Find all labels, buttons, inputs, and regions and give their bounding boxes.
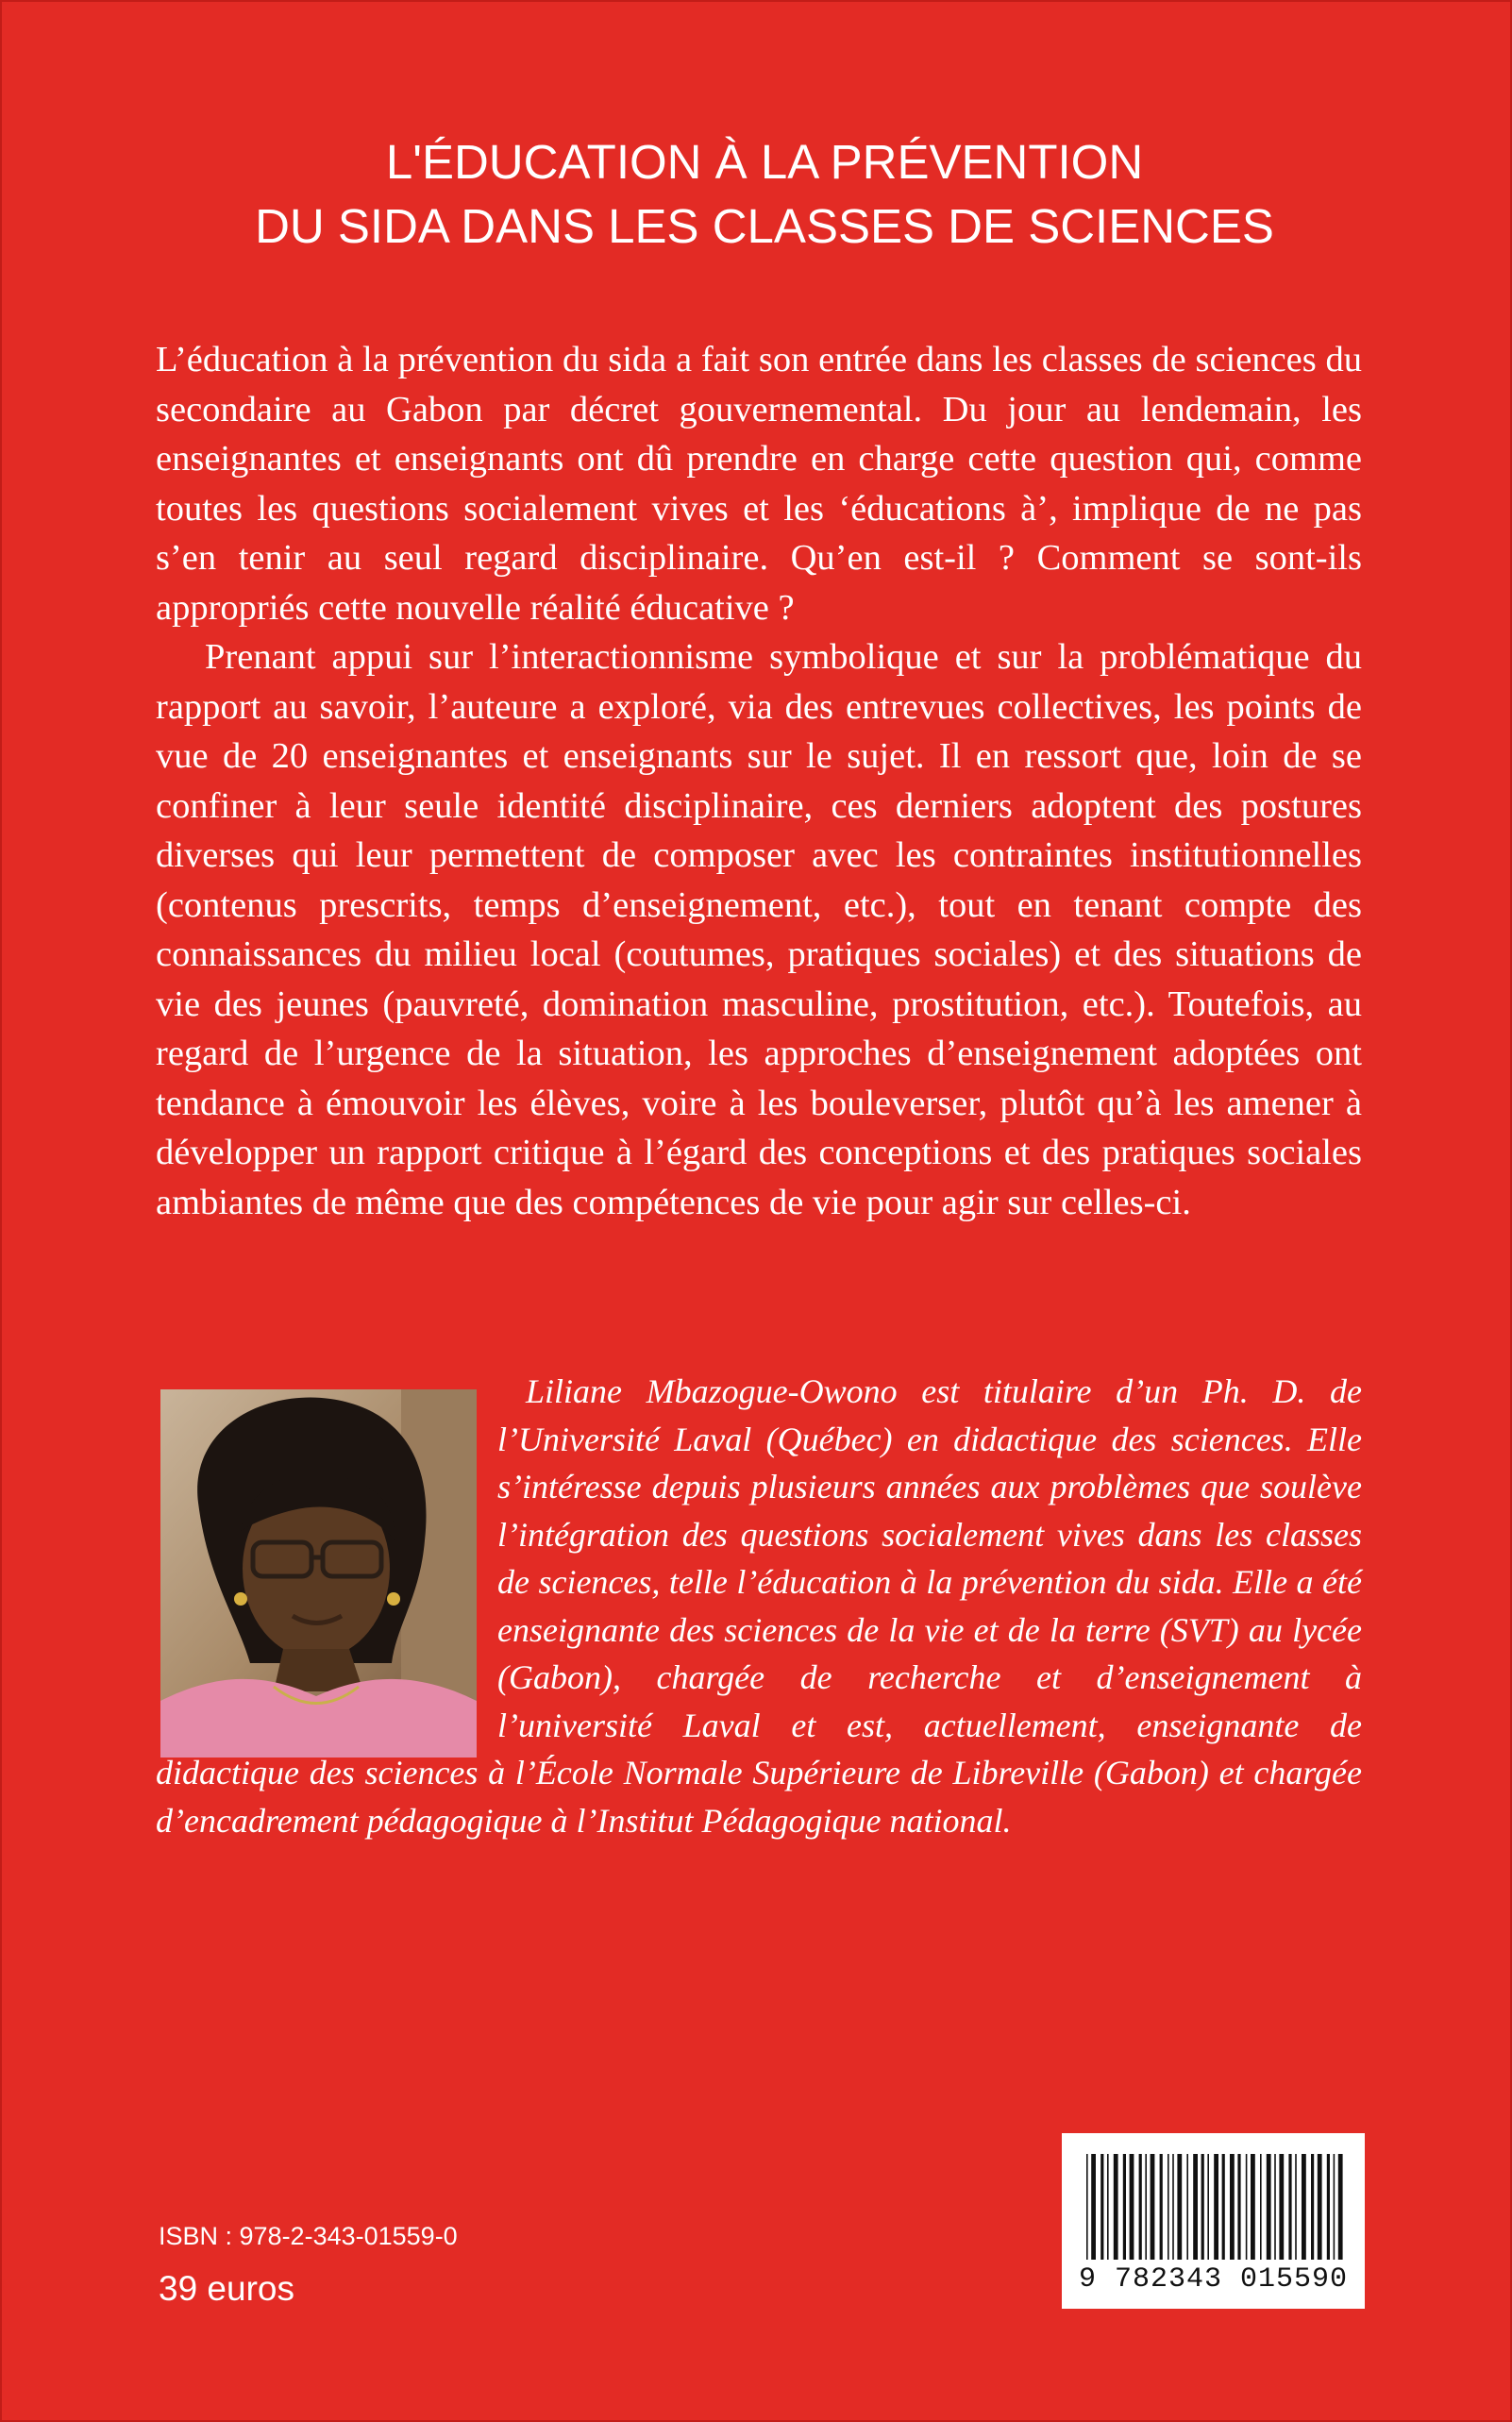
book-title <box>113 130 1416 259</box>
barcode-bar <box>1186 2154 1188 2260</box>
barcode-bar <box>1207 2154 1209 2260</box>
isbn: ISBN : 978-2-343-01559-0 <box>159 2222 458 2250</box>
title-line-2: DU SIDA DANS LES CLASSES DE SCIENCES <box>255 199 1274 253</box>
barcode-bar <box>1091 2154 1096 2260</box>
barcode-bar <box>1295 2154 1297 2260</box>
barcode-bar <box>1201 2154 1204 2260</box>
barcode-bar <box>1107 2154 1109 2260</box>
barcode-bar <box>1193 2154 1198 2260</box>
barcode-bar <box>1151 2154 1155 2260</box>
barcode-bar <box>1288 2154 1291 2260</box>
barcode-bar <box>1318 2154 1322 2260</box>
barcode <box>1062 2133 1365 2309</box>
barcode-bar <box>1251 2154 1255 2260</box>
book-summary <box>156 335 1362 1227</box>
barcode-bar <box>1214 2154 1218 2260</box>
barcode-bar <box>1100 2154 1103 2260</box>
barcode-bar <box>1237 2154 1240 2260</box>
barcode-bar <box>1177 2154 1182 2260</box>
barcode-bar <box>1130 2154 1134 2260</box>
barcode-bar <box>1267 2154 1271 2260</box>
barcode-bar <box>1274 2154 1276 2260</box>
barcode-bar <box>1139 2154 1142 2260</box>
barcode-bar <box>1230 2154 1235 2260</box>
barcode-bar <box>1260 2154 1262 2260</box>
summary-paragraph-2: Prenant appui sur l’interactionnisme symbolique et sur la problématique du rapport au savoir, l’auteure a exploré, via des entrevues collectives, les points de vue de 20 enseignantes et enseignants sur le sujet. Il en ressort que, loin de se confiner à leur seule identité disciplinaire, ces derniers adoptent des postures diverses qui leur permettent de composer avec les contraintes institutionnelles (contenus prescrits, temps d’enseignement, etc.), tout en tenant compte des connaissances du milieu local (coutumes, pratiques sociales) et des situations de vie des jeunes (pauvreté, domination masculine, prostitution, etc.). Toutefois, au regard de l’urgence de la situation, les approches d’enseignement adoptées ont tendance à émouvoir les élèves, voire à les bouleverser, plutôt qu’à les amener à développer un rapport critique à l’égard des conceptions et des pratiques sociales ambiantes de même que des compétences de vie pour agir sur celles-ci. <box>156 637 1362 1222</box>
barcode-bar <box>1123 2154 1126 2260</box>
barcode-bar <box>1222 2154 1225 2260</box>
barcode-bar <box>1338 2154 1343 2260</box>
barcode-bar <box>1246 2154 1248 2260</box>
price: 39 euros <box>159 2269 294 2308</box>
barcode-bar <box>1302 2154 1306 2260</box>
summary-paragraph-1: L’éducation à la prévention du sida a fait son entrée dans les classes de sciences du secondaire au Gabon par décret gouvernemental. Du jour au lendemain, les enseignantes et enseignants ont dû prendre en charge cette question qui, comme toutes les questions socialement vives et les ‘éducations à’, implique de ne pas s’en tenir au seul regard disciplinaire. Qu’en est-il ? Comment se sont-ils appropriés cette nouvelle réalité éducative ? <box>156 340 1362 628</box>
barcode-bar <box>1145 2154 1147 2260</box>
barcode-digits: 9 782343 015590 <box>1078 2263 1349 2296</box>
barcode-bars <box>1083 2154 1344 2260</box>
barcode-bar <box>1279 2154 1284 2260</box>
barcode-bar <box>1114 2154 1118 2260</box>
barcode-bar <box>1172 2154 1174 2260</box>
author-biography <box>156 1368 1362 1844</box>
barcode-bar <box>1168 2154 1169 2260</box>
barcode-bar <box>1327 2154 1330 2260</box>
author-bio-text: Liliane Mbazogue-Owono est titulaire d’un Ph. D. de l’Université Laval (Québec) en didactique des sciences. Elle s’intéresse depuis plusieurs années aux problèmes que soulève l’intégration des questions socialement vives dans les classes de sciences, telle l’éducation à la prévention du sida. Elle a été enseignante des sciences de la vie et de la terre (SVT) au lycée (Gabon), chargée de recherche et d’enseignement à l’université Laval et est, actuellement, enseignante de didactique des sciences à l’École Normale Supérieure de Libreville (Gabon) et chargée d’encadrement pédagogique à l’Institut Pédagogique national. <box>156 1372 1362 1840</box>
photo-spacer <box>156 1368 497 1745</box>
barcode-bar <box>1086 2154 1088 2260</box>
title-line-1: L'ÉDUCATION À LA PRÉVENTION <box>385 135 1144 189</box>
barcode-bar <box>1311 2154 1314 2260</box>
barcode-bar <box>1334 2154 1336 2260</box>
barcode-bar <box>1160 2154 1163 2260</box>
